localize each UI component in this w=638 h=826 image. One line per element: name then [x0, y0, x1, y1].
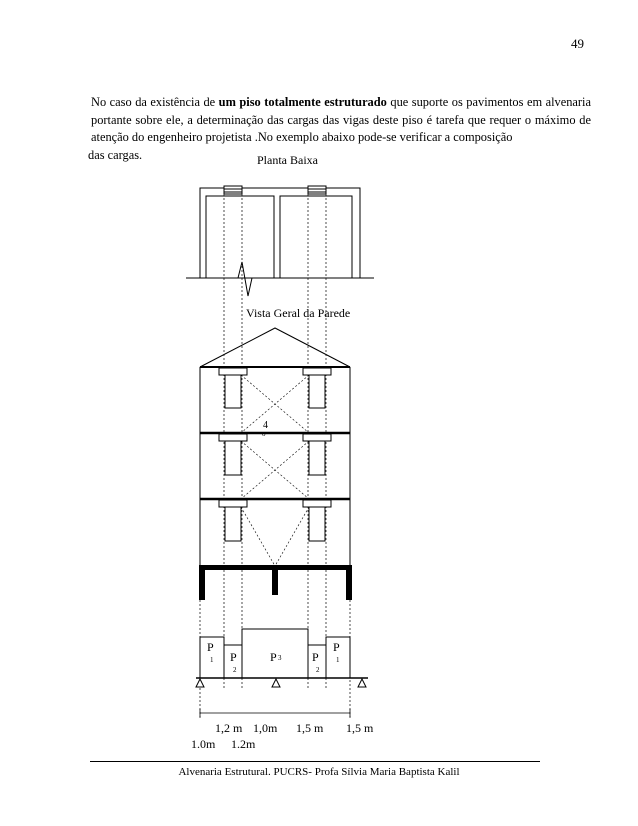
floor-label-suffix: o [262, 430, 266, 438]
footer-text: Alvenaria Estrutural. PUCRS- Profa Sílvia Maria Baptista Kalil [178, 766, 460, 778]
footer [0, 766, 638, 778]
plan-room-left [206, 196, 274, 278]
vista-geral-title: Vista Geral da Parede [246, 306, 351, 320]
planta-baixa-title: Planta Baixa [257, 153, 318, 167]
label-p2-right: P [312, 650, 319, 664]
support-left [196, 679, 204, 687]
dimension-line [200, 709, 350, 717]
dim-1-5m-b: 1,5 m [346, 721, 374, 735]
footer-rule [90, 761, 540, 762]
page-number: 49 [571, 36, 584, 51]
label-p1-left: P [207, 640, 214, 654]
dim-1-0m-b: 1.0m [191, 737, 216, 751]
dim-1-2m: 1,2 m [215, 721, 243, 735]
label-p2-left-sub: 2 [233, 666, 237, 674]
dim-1-2m-b: 1.2m [231, 737, 256, 751]
dim-1-0m: 1,0m [253, 721, 278, 735]
support-right [358, 679, 366, 687]
wall-openings [219, 368, 331, 541]
label-p1-right-sub: 1 [336, 656, 340, 664]
plan-lintel-right [308, 186, 326, 194]
label-p2-left: P [230, 650, 237, 664]
floor-number: 4 [263, 420, 268, 431]
wall-elevation [200, 328, 350, 566]
intro-text-end: que suporte os pavimentos em alvenaria portante sobre ele, a determinação das cargas das vigas deste piso é tarefa que requer o máximo de atenção do engenheiro projetista .No exemplo abaixo pode-se verificar a composição [91, 95, 592, 145]
plan-lintel-left [224, 186, 242, 194]
structural-frame [199, 565, 352, 600]
support-middle [272, 679, 280, 687]
load-diagonals [241, 375, 309, 566]
floor-plan [186, 186, 374, 296]
plan-room-right [280, 196, 352, 278]
label-p1-right: P [333, 640, 340, 654]
dim-1-5m-a: 1,5 m [296, 721, 324, 735]
label-p1-left-sub: 1 [210, 656, 214, 664]
intro-last-line: das cargas. [88, 147, 143, 162]
load-diagram [196, 629, 368, 687]
label-p3-sub: 3 [278, 654, 282, 662]
intro-text-start: No caso da existência de [91, 95, 219, 109]
plan-break-line [238, 262, 252, 296]
roof [200, 328, 350, 367]
label-p2-right-sub: 2 [316, 666, 320, 674]
label-p3: P [270, 650, 277, 664]
intro-bold: um piso totalmente estruturado [218, 95, 387, 109]
